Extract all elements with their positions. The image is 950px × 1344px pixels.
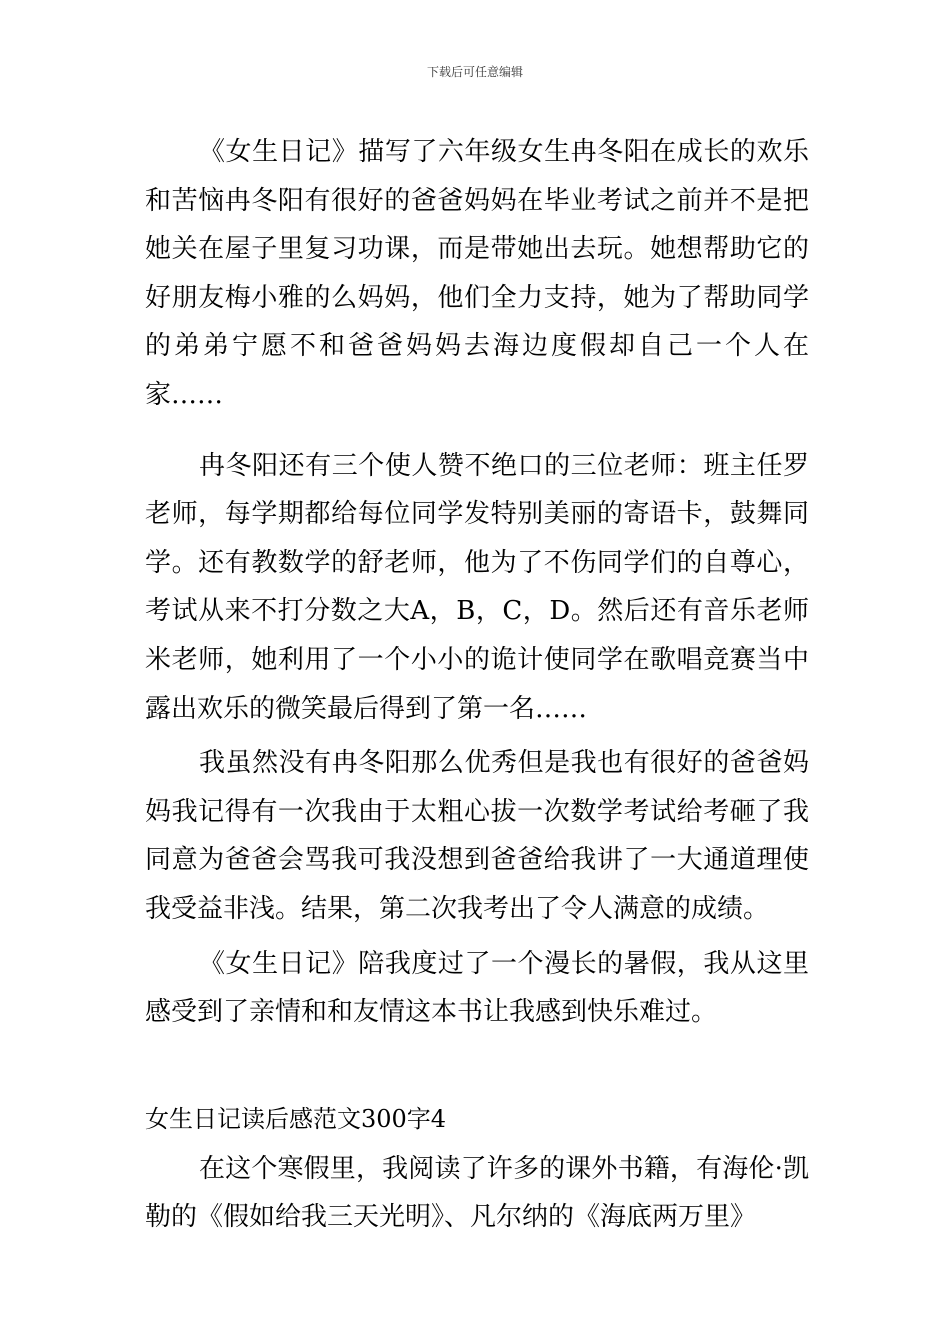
paragraph: 我虽然没有冉冬阳那么优秀但是我也有很好的爸爸妈妈我记得有一次我由于太粗心拔一次数学考试给考砸了我同意为爸爸会骂我可我没想到爸爸给我讲了一大通道理使我受益非浅。结果，第二次我考出了令人满意的成绩。 — [145, 748, 809, 924]
paragraph: 《女生日记》描写了六年级女生冉冬阳在成长的欢乐和苦恼冉冬阳有很好的爸爸妈妈在毕业考试之前并不是把她关在屋子里复习功课，而是带她出去玩。她想帮助它的好朋友梅小雅的么妈妈，他们全力支持，她为了帮助同学的弟弟宁愿不和爸爸妈妈去海边度假却自己一个人在家…… — [145, 137, 809, 410]
section-title: 女生日记读后感范文300字4 — [145, 1104, 447, 1133]
paragraph: 《女生日记》陪我度过了一个漫长的暑假，我从这里感受到了亲情和和友情这本书让我感到快乐难过。 — [145, 948, 809, 1028]
paragraph: 在这个寒假里，我阅读了许多的课外书籍，有海伦·凯勒的《假如给我三天光明》、凡尔纳的《海底两万里》 — [145, 1153, 809, 1233]
document-body — [145, 128, 809, 1242]
paragraph: 冉冬阳还有三个使人赞不绝口的三位老师：班主任罗老师，每学期都给每位同学发特别美丽的寄语卡，鼓舞同学。还有教数学的舒老师，他为了不伤同学们的自尊心，考试从来不打分数之大A，B，C，D。然后还有音乐老师米老师，她利用了一个小小的诡计使同学在歌唱竞赛当中露出欢乐的微笑最后得到了第一名…… — [145, 450, 809, 724]
page-header: 下载后可任意编辑 — [426, 65, 523, 79]
